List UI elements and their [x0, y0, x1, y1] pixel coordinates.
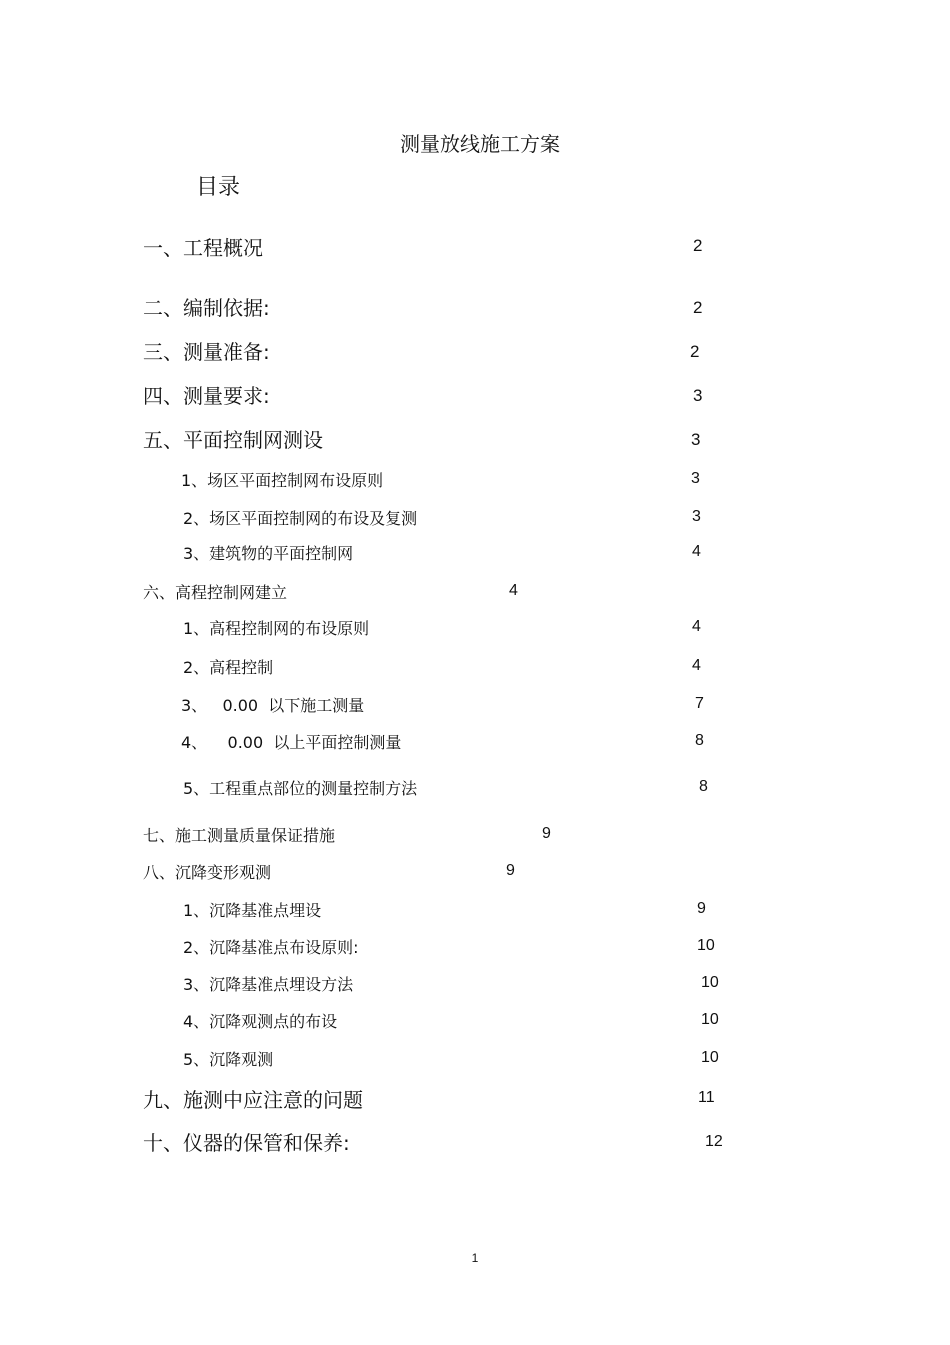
toc-subentry-text: 2、高程控制 — [183, 658, 274, 677]
toc-entry-text: 三、测量准备: — [143, 340, 270, 364]
toc-subentry-text: 3、沉降基准点埋设方法 — [183, 975, 354, 994]
toc-entry-page: 3 — [693, 386, 703, 405]
toc-entry-text: 一、工程概况 — [143, 236, 263, 260]
toc-entry-page: 9 — [542, 825, 551, 842]
toc-subentry-text: 3、建筑物的平面控制网 — [183, 544, 354, 563]
toc-heading: 目录 — [196, 175, 241, 200]
toc-subentry-text: 1、高程控制网的布设原则 — [183, 619, 370, 638]
toc-subentry-page: 4 — [692, 657, 701, 674]
toc-entry-page: 2 — [690, 342, 700, 361]
toc-subentry-text: 4、 0.00 以上平面控制测量 — [181, 733, 402, 752]
toc-subentry-page: 8 — [695, 732, 704, 749]
toc-entry-text: 二、编制依据: — [143, 296, 270, 320]
toc-subentry-text: 1、场区平面控制网布设原则 — [181, 471, 384, 490]
toc-subentry-text: 1、沉降基准点埋设 — [183, 901, 322, 920]
toc-subentry-page: 3 — [691, 470, 700, 487]
toc-subentry-page: 10 — [697, 937, 715, 954]
toc-subentry-page: 4 — [692, 543, 701, 560]
toc-subentry-page: 8 — [699, 778, 708, 795]
toc-subentry-page: 10 — [701, 974, 719, 991]
toc-entry-page: 2 — [693, 236, 703, 255]
toc-entry-text: 八、沉降变形观测 — [143, 863, 272, 882]
toc-subentry-page: 4 — [692, 618, 701, 635]
toc-entry-text: 九、施测中应注意的问题 — [143, 1088, 363, 1112]
toc-subentry-text: 5、工程重点部位的测量控制方法 — [183, 779, 418, 798]
toc-subentry-text: 4、沉降观测点的布设 — [183, 1012, 338, 1031]
toc-entry-page: 4 — [509, 582, 518, 599]
toc-entry-page: 2 — [693, 298, 703, 317]
toc-entry-page: 12 — [705, 1133, 723, 1150]
toc-entry-text: 四、测量要求: — [143, 384, 270, 408]
toc-subentry-text: 2、沉降基准点布设原则: — [183, 938, 359, 957]
toc-subentry-page: 10 — [701, 1011, 719, 1028]
toc-subentry-text: 2、场区平面控制网的布设及复测 — [183, 509, 418, 528]
toc-entry-page: 11 — [698, 1089, 715, 1106]
toc-subentry-text: 3、 0.00 以下施工测量 — [181, 696, 365, 715]
toc-entry-page: 9 — [506, 862, 515, 879]
page-number: 1 — [471, 1251, 479, 1265]
toc-entry-text: 五、平面控制网测设 — [143, 428, 323, 452]
toc-subentry-page: 9 — [697, 900, 706, 917]
toc-subentry-text: 5、沉降观测 — [183, 1050, 274, 1069]
toc-entry-text: 六、高程控制网建立 — [143, 583, 288, 602]
toc-subentry-page: 3 — [692, 508, 701, 525]
toc-entry-text: 十、仪器的保管和保养: — [143, 1131, 350, 1155]
toc-entry-text: 七、施工测量质量保证措施 — [143, 826, 336, 845]
toc-subentry-page: 7 — [695, 695, 704, 712]
toc-subentry-page: 10 — [701, 1049, 719, 1066]
toc-entry-page: 3 — [691, 430, 701, 449]
document-title: 测量放线施工方案 — [400, 132, 560, 156]
